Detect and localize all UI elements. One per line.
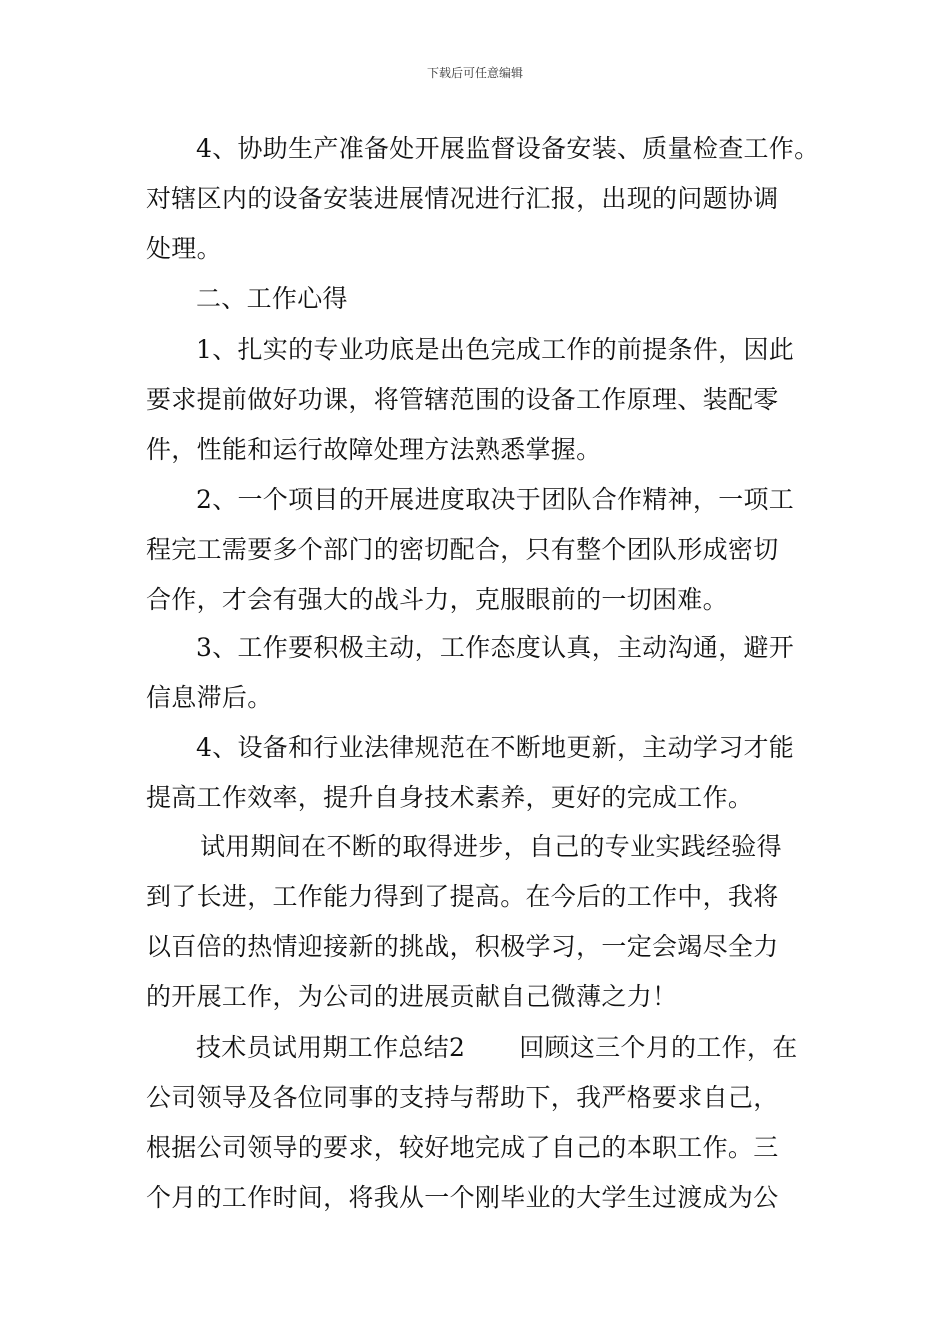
paragraph-line: 合作，才会有强大的战斗力，克服眼前的一切困难。 <box>146 585 728 614</box>
page-header: 下载后可任意编辑 <box>426 66 523 80</box>
paragraph-line: 4、设备和行业法律规范在不断地更新，主动学习才能 <box>196 733 795 762</box>
paragraph-line: 程完工需要多个部门的密切配合，只有整个团队形成密切 <box>146 535 779 564</box>
paragraph-line: 3、工作要积极主动，工作态度认真，主动沟通，避开 <box>196 633 795 662</box>
paragraph-line: 根据公司领导的要求，较好地完成了自己的本职工作。三 <box>146 1133 779 1162</box>
paragraph-text: 回顾这三个月的工作，在 <box>519 1033 798 1062</box>
paragraph-line: 到了长进，工作能力得到了提高。在今后的工作中，我将 <box>146 882 779 911</box>
paragraph-line <box>196 1031 798 1065</box>
paragraph-line: 1、扎实的专业功底是出色完成工作的前提条件，因此 <box>196 335 795 364</box>
paragraph-line: 要求提前做好功课，将管辖范围的设备工作原理、装配零 <box>146 385 779 414</box>
paragraph-line: 信息滞后。 <box>146 683 273 712</box>
paragraph-line: 个月的工作时间，将我从一个刚毕业的大学生过渡成为公 <box>146 1183 779 1212</box>
paragraph-line: 处理。 <box>146 234 222 263</box>
document-title: 技术员试用期工作总结2 <box>196 1033 466 1062</box>
paragraph-line: 公司领导及各位同事的支持与帮助下，我严格要求自己， <box>146 1083 779 1112</box>
paragraph-line: 的开展工作，为公司的进展贡献自己微薄之力！ <box>146 982 678 1011</box>
paragraph-line: 4、协助生产准备处开展监督设备安装、质量检查工作。 <box>196 134 820 163</box>
paragraph-line: 提高工作效率，提升自身技术素养，更好的完成工作。 <box>146 783 754 812</box>
section-heading: 二、工作心得 <box>196 284 348 313</box>
paragraph-line: 以百倍的热情迎接新的挑战，积极学习，一定会竭尽全力 <box>146 932 779 961</box>
paragraph-line: 件，性能和运行故障处理方法熟悉掌握。 <box>146 435 602 464</box>
paragraph-line: 试用期间在不断的取得进步，自己的专业实践经验得 <box>200 832 782 861</box>
paragraph-line: 对辖区内的设备安装进展情况进行汇报，出现的问题协调 <box>146 184 779 213</box>
paragraph-line: 2、一个项目的开展进度取决于团队合作精神，一项工 <box>196 485 795 514</box>
